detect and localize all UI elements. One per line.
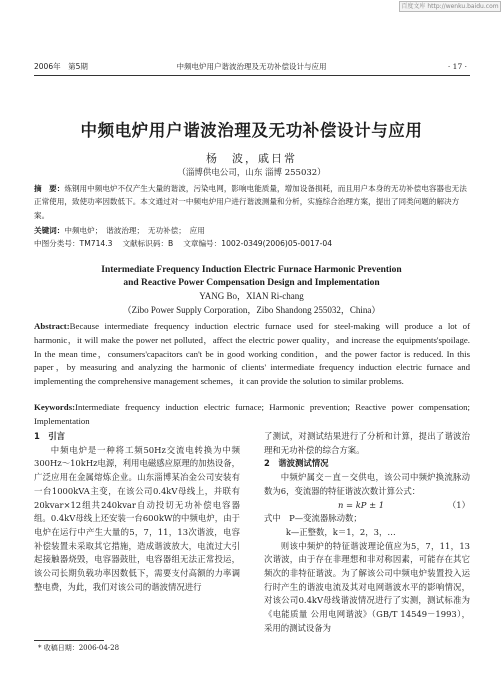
abstract-cn-text: 炼钢用中频电炉不仅产生大量的谐波，污染电网，影响电能质量，增加设备损耗，而且用户本身的无功补偿电容器也无法正常使用，致使功率因数低下。本文通过对一中频电炉用户进行谐波测量和分析，实施综合治理方案，提出了同类问题的解决方案。 bbox=[34, 184, 467, 220]
formula-k-line: k—正整数，k＝1，2，3，… bbox=[285, 526, 396, 537]
section-heading-measurement: 2 谐波测试情况 bbox=[264, 458, 329, 469]
header-rule bbox=[34, 75, 470, 76]
footnote-rule bbox=[34, 640, 104, 641]
measurement-paragraph: 中频炉属交－直－交供电，该公司中频炉换流脉动数为6，变流器的特征谐波次数计算公式： bbox=[264, 472, 470, 496]
authors: 杨 波，戚日常 bbox=[206, 152, 297, 165]
keywords-en bbox=[34, 401, 470, 429]
abstract-en-label: Abstract: bbox=[34, 321, 70, 331]
document-code: 文献标识码：B bbox=[122, 239, 174, 248]
abstract-en bbox=[34, 320, 470, 389]
article-number: 文章编号：1002-0349(2006)05-0017-04 bbox=[183, 239, 333, 248]
page-number: · 17 · bbox=[447, 62, 467, 71]
running-header bbox=[0, 61, 503, 73]
harmonic-formula: n = kP ± 1 bbox=[338, 499, 385, 510]
abstract-en-text: Because intermediate frequency induction electric furnace used for steel-making will produce a lot of harmonic，it will make the power net polluted，affect the electric power quality，and increase the equipments'spoilage. In the mean time，consumers'capacitors can't be in good working condition，and the power factor is reduced. In this paper，by measuring and analyzing the harmonic of clients' intermediate frequency induction electric furnace and implementing the comprehensive management schemes，it can provide the solution to similar problems. bbox=[34, 321, 470, 387]
formula-where-line: 式中 P—变流器脉动数； bbox=[264, 513, 362, 524]
affiliation: （淄博供电公司，山东 淄博 255032） bbox=[177, 168, 326, 178]
abstract-cn bbox=[34, 182, 470, 222]
article-title: 中频电炉用户谐波治理及无功补偿设计与应用 bbox=[80, 121, 423, 140]
body-column-left bbox=[34, 430, 240, 594]
running-title: 中频电炉用户谐波治理及无功补偿设计与应用 bbox=[176, 62, 327, 71]
english-affiliation: （Zibo Power Supply Corporation，Zibo Shandong 255032，China） bbox=[122, 305, 381, 315]
classification-line bbox=[34, 237, 470, 250]
english-authors: YANG Bo，XIAN Ri-chang bbox=[199, 291, 304, 301]
formula-line bbox=[264, 499, 470, 513]
intro-paragraph-continued: 了测试，对测试结果进行了分析和计算，提出了谐波治理和无功补偿的综合方案。 bbox=[264, 431, 470, 455]
formula-number: （1） bbox=[447, 499, 470, 510]
abstract-cn-label: 摘 要： bbox=[34, 184, 65, 193]
keywords-en-text: Intermediate frequency induction electric furnace; Harmonic prevention; Reactive power compensation; Implementation bbox=[34, 402, 470, 426]
received-date-footnote: * 收稿日期：2006-04-28 bbox=[38, 644, 120, 652]
section-heading-intro: 1 引言 bbox=[34, 431, 65, 441]
english-title-line2: and Reactive Power Compensation Design and Implementation bbox=[123, 278, 380, 288]
clc-number: 中图分类号：TM714.3 bbox=[34, 239, 113, 248]
english-title-line1: Intermediate Frequency Induction Electric Furnace Harmonic Prevention bbox=[101, 265, 402, 275]
keywords-cn-text: 中频电炉； 谐波治理； 无功补偿； 应用 bbox=[64, 226, 205, 235]
keywords-cn bbox=[34, 224, 470, 237]
keywords-cn-label: 关键词： bbox=[34, 226, 65, 235]
body-column-right bbox=[264, 430, 470, 636]
library-watermark: 百度文库 http://wenku.baidu.com bbox=[399, 1, 501, 12]
keywords-en-label: Keywords: bbox=[34, 402, 76, 412]
issue-label: 2006年 第5期 bbox=[34, 62, 88, 71]
intro-paragraph: 中频电炉是一种将工频50Hz交流电转换为中频300Hz～10kHz电源，利用电磁感应原理的加热设备，广泛应用在金属熔炼企业。山东淄博某冶金公司安装有一台1000kVA主变，在该公司0.4kV母线上，并联有20kvar×12组共240kvar自动投切无功补偿电容器组。0.4kV母线上还安装一台600kW的中频电炉，由于电炉在运行中产生大量的5，7，11，13次谐波，电容补偿装置未采取其它措施，造成谐波放大，电流过大引起接触器烧毁，电容器鼓肚，电容器组无法正常投运，该公司长期负载功率因数低下，需要支付高额的力率调整电费，为此，我们对该公司的谐波情况进行 bbox=[34, 444, 240, 592]
analysis-paragraph: 则该中频炉的特征谐波理论值应为5，7，11，13次谐波，由于存在非理想和非对称因素，可能存在其它频次的非特征谐波。为了解该公司中频电炉装置投入运行时产生的谐波电流及其对电网谐波水平的影响情况，对该公司0.4kV母线谐波情况进行了实测，测试标准为《电能质量 公用电网谐波》（GB/T 14549－1993），采用的测试设备为 bbox=[264, 540, 470, 633]
